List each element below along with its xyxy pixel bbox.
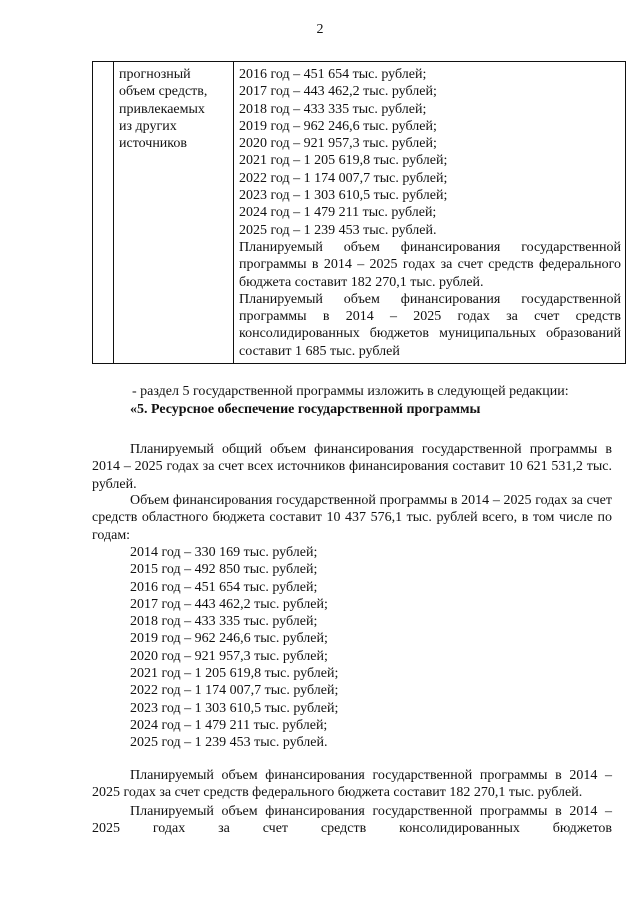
list-item: 2023 год – 1 303 610,5 тыс. рублей; [239,188,448,204]
list-item: 2021 год – 1 205 619,8 тыс. рублей; [239,153,448,169]
list-item: 2017 год – 443 462,2 тыс. рублей; [239,84,437,100]
year-row-list [239,66,621,239]
list-item: 2019 год – 962 246,6 тыс. рублей; [130,631,328,647]
table-municipal-text: Планируемый объем финансирования государственной программы в 2014 – 2025 годах за счет средств консолидированных бюджетов муниципальных образований составит 1 685 тыс. рублей [239,291,621,359]
paragraph-municipal: Планируемый объем финансирования государственной программы в 2014 – 2025 годах за счет средств консолидированных бюджетов [92,804,612,837]
paragraph-federal: Планируемый объем финансирования государственной программы в 2014 – 2025 годах за счет средств федерального бюджета составит 182 270,1 тыс. рублей. [92,768,612,801]
regional-year-list [130,544,430,752]
list-item: 2024 год – 1 479 211 тыс. рублей; [130,717,328,733]
list-item: 2024 год – 1 479 211 тыс. рублей; [239,205,437,221]
list-item: 2017 год – 443 462,2 тыс. рублей; [130,596,328,612]
list-item: 2014 год – 330 169 тыс. рублей; [130,545,318,560]
list-item: 2022 год – 1 174 007,7 тыс. рублей; [239,170,448,186]
list-item: 2019 год – 962 246,6 тыс. рублей; [239,118,437,134]
list-item: 2018 год – 433 335 тыс. рублей; [239,101,427,117]
table-row [93,62,626,364]
list-item: 2023 год – 1 303 610,5 тыс. рублей; [130,700,339,716]
list-item: 2022 год – 1 174 007,7 тыс. рублей; [130,683,339,699]
table-label-text: прогнозный объем средств, привлекаемых из других источников [119,67,208,152]
list-item: 2016 год – 451 654 тыс. рублей; [239,67,427,82]
list-item: 2025 год – 1 239 453 тыс. рублей. [239,222,437,238]
list-item: 2020 год – 921 957,3 тыс. рублей; [239,136,437,152]
list-item: 2018 год – 433 335 тыс. рублей; [130,614,318,630]
table-federal-text: Планируемый объем финансирования государственной программы в 2014 – 2025 годах за счет средств федерального бюджета составит 182 270,1 тыс. рублей. [239,239,621,290]
section-heading: «5. Ресурсное обеспечение государственной программы [130,402,481,417]
list-item: 2025 год – 1 239 453 тыс. рублей. [130,735,328,751]
list-item: 2021 год – 1 205 619,8 тыс. рублей; [130,666,339,682]
financing-table [92,61,626,364]
list-item: 2015 год – 492 850 тыс. рублей; [130,562,318,578]
paragraph-total: Планируемый общий объем финансирования государственной программы в 2014 – 2025 годах за счет всех источников финансирования составит 10 621 531,2 тыс. рублей. [92,442,612,492]
table-cell-index [93,62,114,364]
paragraph-regional: Объем финансирования государственной программы в 2014 – 2025 годах за счет средств областного бюджета составит 10 437 576,1 тыс. рублей всего, в том числе по годам: [92,493,612,543]
table-cell-values [234,62,626,364]
table-cell-label [114,62,234,364]
instruction-text: - раздел 5 государственной программы изложить в следующей редакции: [132,384,569,399]
page-number: 2 [316,22,324,37]
list-item: 2020 год – 921 957,3 тыс. рублей; [130,648,328,664]
list-item: 2016 год – 451 654 тыс. рублей; [130,579,318,595]
